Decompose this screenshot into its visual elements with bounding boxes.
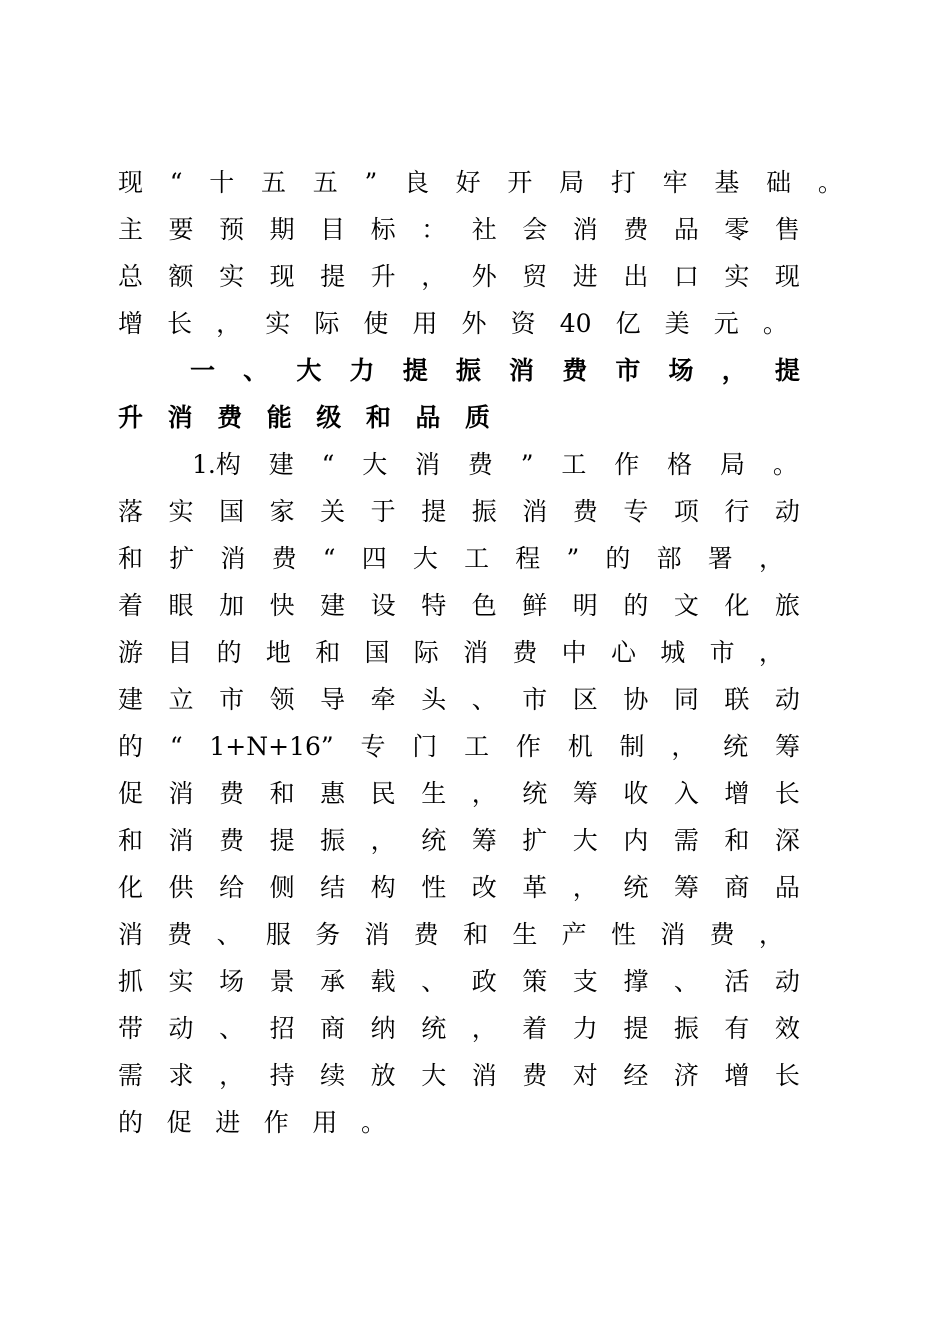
- text-glyph: 筹: [572, 778, 598, 808]
- text-glyph: “: [322, 543, 336, 573]
- text-line: [118, 679, 800, 719]
- text-glyph: 进: [215, 1107, 241, 1137]
- text-glyph: 性: [421, 872, 447, 902]
- text-glyph: 动: [168, 1013, 194, 1043]
- text-glyph: 外: [471, 261, 497, 291]
- text-glyph: 费: [271, 543, 297, 573]
- text-glyph: 提: [402, 355, 428, 385]
- text-glyph: 工: [464, 731, 490, 761]
- text-glyph: 务: [315, 919, 341, 949]
- text-glyph: 国: [364, 637, 390, 667]
- text-glyph: ，: [572, 872, 598, 902]
- text-glyph: 场: [219, 966, 245, 996]
- text-glyph: 求: [168, 1060, 194, 1090]
- text-glyph: 行: [724, 496, 750, 526]
- text-glyph: 大: [421, 1060, 447, 1090]
- text-line: [118, 632, 784, 672]
- text-glyph: 贸: [522, 261, 548, 291]
- text-glyph: 进: [572, 261, 598, 291]
- text-glyph: 协: [623, 684, 649, 714]
- text-glyph: 级: [316, 402, 342, 432]
- text-glyph: 亿: [615, 308, 641, 338]
- text-glyph: 带: [118, 1013, 144, 1043]
- text-glyph: 、: [219, 1013, 245, 1043]
- text-glyph: ，: [370, 825, 396, 855]
- text-glyph: 基: [714, 167, 740, 197]
- text-glyph: ”: [364, 167, 378, 197]
- text-glyph: 生: [512, 919, 538, 949]
- text-glyph: 统: [421, 1013, 447, 1043]
- text-glyph: 品: [673, 214, 699, 244]
- text-glyph: 统: [421, 825, 447, 855]
- text-glyph: 。: [762, 308, 788, 338]
- text-glyph: 济: [673, 1060, 699, 1090]
- text-glyph: 力: [572, 1013, 598, 1043]
- text-glyph: 目: [167, 637, 193, 667]
- text-glyph: 纳: [370, 1013, 396, 1043]
- text-glyph: 实: [219, 261, 245, 291]
- text-glyph: 促: [118, 778, 144, 808]
- text-glyph: 消: [167, 402, 193, 432]
- text-glyph: 。: [360, 1107, 386, 1137]
- text-glyph: 化: [724, 590, 750, 620]
- text-glyph: 零: [724, 214, 750, 244]
- text-glyph: 改: [471, 872, 497, 902]
- text-glyph: 资: [510, 308, 536, 338]
- text-glyph: 于: [370, 496, 396, 526]
- text-glyph: 提: [269, 825, 295, 855]
- text-glyph: 建: [268, 449, 294, 479]
- text-glyph: 促: [166, 1107, 192, 1137]
- text-glyph: 场: [668, 355, 694, 385]
- text-glyph: 局: [559, 167, 585, 197]
- text-line: [118, 1055, 800, 1095]
- text-glyph: ，: [471, 778, 497, 808]
- text-glyph: 结: [320, 872, 346, 902]
- text-glyph: 费: [219, 778, 245, 808]
- text-glyph: 增: [724, 1060, 750, 1090]
- text-glyph: 品: [774, 872, 800, 902]
- text-glyph: 消: [168, 778, 194, 808]
- text-glyph: ，: [758, 919, 784, 949]
- text-glyph: 城: [660, 637, 686, 667]
- text-glyph: 主: [118, 214, 144, 244]
- text-glyph: 好: [455, 167, 481, 197]
- text-glyph: 专: [623, 496, 649, 526]
- text-glyph: 抓: [118, 966, 144, 996]
- text-glyph: 牵: [370, 684, 396, 714]
- text-glyph: 制: [619, 731, 645, 761]
- text-glyph: 现: [269, 261, 295, 291]
- text-glyph: ，: [219, 1060, 245, 1090]
- text-glyph: 口: [673, 261, 699, 291]
- text-glyph: 。: [817, 167, 843, 197]
- text-glyph: 景: [269, 966, 295, 996]
- text-glyph: 筹: [471, 825, 497, 855]
- text-glyph: 牢: [662, 167, 688, 197]
- text-glyph: 内: [623, 825, 649, 855]
- text-glyph: 际: [314, 308, 340, 338]
- text-glyph: 设: [370, 590, 396, 620]
- text-glyph: 四: [361, 543, 387, 573]
- text-glyph: 使: [363, 308, 389, 338]
- text-glyph: 消: [168, 825, 194, 855]
- text-glyph: 明: [572, 590, 598, 620]
- text-glyph: 、: [421, 966, 447, 996]
- text-line: [118, 726, 800, 766]
- text-line: [118, 914, 784, 954]
- text-glyph: 提: [421, 496, 447, 526]
- text-glyph: 心: [610, 637, 636, 667]
- text-glyph: 国: [219, 496, 245, 526]
- text-glyph: 策: [522, 966, 548, 996]
- text-glyph: 鲜: [522, 590, 548, 620]
- text-glyph: 消: [660, 919, 686, 949]
- text-glyph: 预: [219, 214, 245, 244]
- text-glyph: 社: [471, 214, 497, 244]
- text-glyph: 费: [522, 1060, 548, 1090]
- text-glyph: 程: [515, 543, 541, 573]
- text-glyph: 十: [209, 167, 235, 197]
- text-glyph: 撑: [623, 966, 649, 996]
- text-glyph: 用: [312, 1107, 338, 1137]
- text-glyph: 费: [167, 919, 193, 949]
- text-glyph: 商: [724, 872, 750, 902]
- text-glyph: ，: [471, 1013, 497, 1043]
- text-glyph: 出: [623, 261, 649, 291]
- text-glyph: 长: [774, 1060, 800, 1090]
- text-glyph: 统: [723, 731, 749, 761]
- text-glyph: 效: [774, 1013, 800, 1043]
- text-glyph: 标: [370, 214, 396, 244]
- text-glyph: “: [169, 731, 183, 761]
- text-glyph: 打: [610, 167, 636, 197]
- text-glyph: 商: [320, 1013, 346, 1043]
- text-glyph: 构: [370, 872, 396, 902]
- text-glyph: 外: [461, 308, 487, 338]
- text-glyph: 入: [673, 778, 699, 808]
- text-glyph: 升: [118, 402, 144, 432]
- text-glyph: 领: [269, 684, 295, 714]
- text-glyph: 和: [365, 402, 391, 432]
- text-line: [118, 491, 800, 531]
- text-glyph: 和: [463, 919, 489, 949]
- text-glyph: “: [321, 449, 335, 479]
- text-glyph: 承: [320, 966, 346, 996]
- text-glyph: 文: [673, 590, 699, 620]
- text-glyph: 现: [118, 167, 144, 197]
- text-glyph: 元: [713, 308, 739, 338]
- text-glyph: 会: [522, 214, 548, 244]
- text-glyph: 实: [168, 496, 194, 526]
- text-glyph: 大: [572, 825, 598, 855]
- text-glyph: 的: [216, 637, 242, 667]
- text-glyph: 侧: [269, 872, 295, 902]
- text-glyph: 振: [320, 825, 346, 855]
- text-glyph: 、: [471, 684, 497, 714]
- text-glyph: 额: [168, 261, 194, 291]
- text-glyph: 需: [673, 825, 699, 855]
- text-glyph: 筹: [774, 731, 800, 761]
- text-glyph: 着: [118, 590, 144, 620]
- text-glyph: 地: [265, 637, 291, 667]
- text-glyph: 专: [360, 731, 386, 761]
- text-glyph: 特: [421, 590, 447, 620]
- text-glyph: 消: [220, 543, 246, 573]
- text-glyph: 增: [724, 778, 750, 808]
- text-glyph: 部: [656, 543, 682, 573]
- text-glyph: ：: [421, 214, 447, 244]
- text-glyph: 消: [509, 355, 535, 385]
- text-glyph: 收: [623, 778, 649, 808]
- text-glyph: 和: [118, 825, 144, 855]
- text-glyph: 门: [412, 731, 438, 761]
- text-glyph: 消: [118, 919, 144, 949]
- text-glyph: ”: [520, 449, 534, 479]
- text-glyph: 开: [507, 167, 533, 197]
- text-glyph: 实: [168, 966, 194, 996]
- text-glyph: 大: [362, 449, 388, 479]
- text-glyph: ”: [566, 543, 580, 573]
- text-glyph: ，: [216, 308, 242, 338]
- text-glyph: 1.构: [192, 449, 241, 479]
- text-glyph: 五: [260, 167, 286, 197]
- text-glyph: 费: [219, 825, 245, 855]
- text-glyph: “: [169, 167, 183, 197]
- text-glyph: 一: [190, 355, 216, 385]
- text-glyph: 统: [623, 872, 649, 902]
- text-glyph: 提: [623, 1013, 649, 1043]
- text-glyph: 础: [766, 167, 792, 197]
- text-glyph: 增: [118, 308, 144, 338]
- text-line: [118, 773, 800, 813]
- text-glyph: 机: [567, 731, 593, 761]
- text-glyph: 五: [312, 167, 338, 197]
- text-glyph: 项: [673, 496, 699, 526]
- text-glyph: 费: [562, 355, 588, 385]
- text-glyph: 局: [719, 449, 745, 479]
- text-glyph: 振: [673, 1013, 699, 1043]
- text-glyph: ，: [671, 731, 697, 761]
- text-glyph: 需: [118, 1060, 144, 1090]
- text-glyph: 立: [168, 684, 194, 714]
- text-glyph: 给: [219, 872, 245, 902]
- text-glyph: 40: [559, 308, 592, 338]
- text-glyph: 筹: [673, 872, 699, 902]
- text-glyph: 用: [412, 308, 438, 338]
- text-glyph: ，: [421, 261, 447, 291]
- text-glyph: 产: [561, 919, 587, 949]
- text-glyph: 联: [724, 684, 750, 714]
- text-line: [118, 1008, 800, 1048]
- text-glyph: 1+N+16”: [209, 731, 334, 761]
- text-glyph: 革: [522, 872, 548, 902]
- text-glyph: 导: [320, 684, 346, 714]
- text-glyph: 扩: [522, 825, 548, 855]
- text-glyph: 费: [512, 637, 538, 667]
- text-line: [118, 1102, 386, 1142]
- text-line: [118, 961, 800, 1001]
- text-glyph: 持: [269, 1060, 295, 1090]
- text-glyph: 快: [269, 590, 295, 620]
- text-glyph: 费: [413, 919, 439, 949]
- text-glyph: 的: [605, 543, 631, 573]
- text-glyph: 支: [572, 966, 598, 996]
- text-glyph: 活: [724, 966, 750, 996]
- text-glyph: 作: [515, 731, 541, 761]
- text-glyph: 有: [724, 1013, 750, 1043]
- text-glyph: 加: [219, 590, 245, 620]
- text-glyph: 费: [572, 496, 598, 526]
- text-glyph: 载: [370, 966, 396, 996]
- text-line: [118, 256, 800, 296]
- text-glyph: 升: [370, 261, 396, 291]
- text-glyph: 的: [118, 731, 144, 761]
- text-glyph: 关: [320, 496, 346, 526]
- text-glyph: 提: [320, 261, 346, 291]
- text-glyph: 力: [349, 355, 375, 385]
- text-glyph: 、: [673, 966, 699, 996]
- text-glyph: 要: [168, 214, 194, 244]
- text-glyph: 消: [522, 496, 548, 526]
- text-glyph: 落: [118, 496, 144, 526]
- text-glyph: 大: [296, 355, 322, 385]
- text-glyph: 市: [709, 637, 735, 667]
- text-glyph: 性: [610, 919, 636, 949]
- text-glyph: 、: [243, 355, 269, 385]
- text-glyph: 费: [217, 402, 243, 432]
- text-glyph: 消: [364, 919, 390, 949]
- text-line: [118, 585, 800, 625]
- text-glyph: 对: [572, 1060, 598, 1090]
- text-glyph: 家: [269, 496, 295, 526]
- text-glyph: 消: [572, 214, 598, 244]
- text-glyph: 眼: [168, 590, 194, 620]
- text-glyph: 供: [168, 872, 194, 902]
- text-glyph: 民: [370, 778, 396, 808]
- text-glyph: 美: [664, 308, 690, 338]
- text-glyph: 的: [623, 590, 649, 620]
- text-glyph: 建: [118, 684, 144, 714]
- text-glyph: 市: [522, 684, 548, 714]
- text-glyph: 游: [118, 637, 144, 667]
- text-glyph: 化: [118, 872, 144, 902]
- text-glyph: 招: [269, 1013, 295, 1043]
- text-glyph: 市: [615, 355, 641, 385]
- text-glyph: 提: [774, 355, 800, 385]
- text-glyph: 市: [219, 684, 245, 714]
- text-glyph: 目: [320, 214, 346, 244]
- text-glyph: 头: [421, 684, 447, 714]
- text-glyph: 同: [673, 684, 699, 714]
- text-line: [118, 162, 843, 202]
- text-glyph: 。: [772, 449, 798, 479]
- text-glyph: 惠: [320, 778, 346, 808]
- text-glyph: 和: [269, 778, 295, 808]
- text-glyph: 振: [471, 496, 497, 526]
- text-glyph: 署: [707, 543, 733, 573]
- text-glyph: 、: [216, 919, 242, 949]
- text-glyph: 际: [413, 637, 439, 667]
- text-glyph: 消: [463, 637, 489, 667]
- text-glyph: 消: [415, 449, 441, 479]
- text-glyph: 格: [667, 449, 693, 479]
- text-glyph: 深: [774, 825, 800, 855]
- text-glyph: 工: [464, 543, 490, 573]
- text-line: [118, 303, 788, 343]
- text-glyph: 续: [320, 1060, 346, 1090]
- text-glyph: 长: [167, 308, 193, 338]
- text-glyph: 作: [263, 1107, 289, 1137]
- text-glyph: 质: [464, 402, 490, 432]
- text-glyph: 生: [421, 778, 447, 808]
- text-glyph: 旅: [774, 590, 800, 620]
- text-glyph: 总: [118, 261, 144, 291]
- text-glyph: 品: [415, 402, 441, 432]
- text-glyph: 建: [320, 590, 346, 620]
- text-line: [118, 820, 800, 860]
- text-line: [118, 209, 800, 249]
- text-glyph: 服: [265, 919, 291, 949]
- text-glyph: 扩: [169, 543, 195, 573]
- section-heading: [190, 350, 800, 390]
- text-glyph: 中: [561, 637, 587, 667]
- text-line: [118, 867, 800, 907]
- text-glyph: 售: [774, 214, 800, 244]
- text-glyph: 的: [118, 1107, 144, 1137]
- text-glyph: 振: [455, 355, 481, 385]
- subsection-heading: [192, 444, 798, 484]
- text-glyph: 费: [709, 919, 735, 949]
- text-glyph: 作: [614, 449, 640, 479]
- text-glyph: 动: [774, 684, 800, 714]
- text-glyph: 消: [471, 1060, 497, 1090]
- text-glyph: 能: [266, 402, 292, 432]
- text-glyph: 动: [774, 496, 800, 526]
- text-glyph: ，: [721, 355, 747, 385]
- text-glyph: 实: [265, 308, 291, 338]
- text-glyph: 现: [774, 261, 800, 291]
- text-glyph: 费: [623, 214, 649, 244]
- text-glyph: 长: [774, 778, 800, 808]
- text-glyph: 实: [724, 261, 750, 291]
- text-glyph: 区: [572, 684, 598, 714]
- section-heading: [118, 397, 490, 437]
- text-glyph: 色: [471, 590, 497, 620]
- text-glyph: 和: [315, 637, 341, 667]
- text-glyph: ，: [758, 637, 784, 667]
- text-glyph: 费: [467, 449, 493, 479]
- text-glyph: 工: [561, 449, 587, 479]
- text-glyph: 良: [403, 167, 429, 197]
- text-glyph: 经: [623, 1060, 649, 1090]
- text-glyph: 大: [412, 543, 438, 573]
- text-glyph: 政: [471, 966, 497, 996]
- text-glyph: 着: [522, 1013, 548, 1043]
- text-glyph: 期: [269, 214, 295, 244]
- text-glyph: ，: [758, 543, 784, 573]
- text-glyph: 统: [522, 778, 548, 808]
- text-glyph: 动: [774, 966, 800, 996]
- text-line: [118, 538, 784, 578]
- text-glyph: 放: [370, 1060, 396, 1090]
- text-glyph: 和: [118, 543, 144, 573]
- text-glyph: 和: [724, 825, 750, 855]
